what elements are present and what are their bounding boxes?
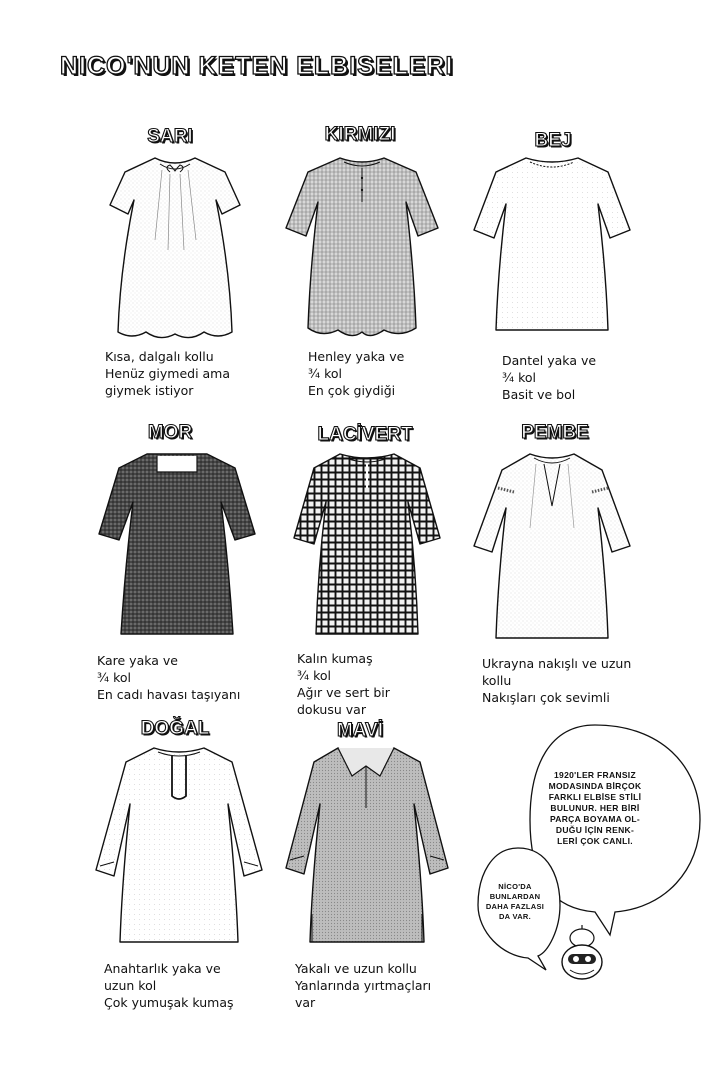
dress-heading-pembe: PEMBE bbox=[521, 422, 589, 443]
dress-caption-sari bbox=[105, 348, 230, 399]
caption-line: uzun kol bbox=[104, 978, 157, 993]
caption-line: Dantel yaka ve bbox=[502, 353, 597, 368]
caption-line: Ağır ve sert bir bbox=[297, 685, 390, 700]
dress-heading-mavi: MAVİ bbox=[336, 720, 384, 741]
dress-illustration-sari bbox=[100, 150, 250, 345]
dress-caption-dogal bbox=[104, 960, 234, 1011]
dress-heading-kirmizi: KIRMIZI bbox=[324, 124, 396, 145]
caption-line: Anahtarlık yaka ve bbox=[104, 961, 221, 976]
bubble-line: DAHA FAZLASI bbox=[485, 902, 545, 911]
caption-line: var bbox=[295, 995, 316, 1010]
caption-line: En cadı havası taşıyanı bbox=[97, 687, 241, 702]
bubble-line: BULUNUR. HER BİRİ bbox=[550, 803, 640, 813]
caption-line: Yanlarında yırtmaçları bbox=[295, 978, 432, 993]
dress-illustration-dogal bbox=[92, 742, 267, 952]
dress-heading-bej: BEJ bbox=[534, 130, 572, 151]
caption-line: Basit ve bol bbox=[502, 387, 576, 402]
caption-line: Kare yaka ve bbox=[97, 653, 178, 668]
nico-avatar-icon bbox=[562, 925, 602, 979]
caption-line: Henüz giymedi ama bbox=[105, 366, 231, 381]
page-title: NICO'NUN KETEN ELBISELERI bbox=[60, 52, 454, 80]
dress-illustration-kirmizi bbox=[280, 150, 445, 345]
dress-illustration-lacivert bbox=[290, 448, 445, 643]
dress-caption-mor bbox=[97, 652, 240, 703]
caption-line: dokusu var bbox=[297, 702, 366, 717]
caption-line: Kısa, dalgalı kollu bbox=[105, 349, 214, 364]
dress-illustration-bej bbox=[470, 150, 635, 345]
dress-caption-kirmizi bbox=[308, 348, 404, 399]
bubble-line: DUĞU İÇİN RENK- bbox=[555, 825, 635, 835]
speech-bubble-large bbox=[534, 770, 656, 847]
dress-caption-pembe bbox=[482, 655, 631, 706]
speech-bubble-small bbox=[482, 882, 548, 922]
caption-line: ¾ kol bbox=[308, 366, 343, 381]
dress-heading-dogal: DOĞAL bbox=[140, 718, 210, 739]
bubble-line: NİCO'DA bbox=[498, 882, 532, 891]
caption-line: kollu bbox=[482, 673, 512, 688]
caption-line: Ukrayna nakışlı ve uzun bbox=[482, 656, 632, 671]
dress-heading-lacivert: LACİVERT bbox=[317, 424, 413, 445]
dress-illustration-pembe bbox=[470, 448, 635, 648]
dress-caption-lacivert bbox=[297, 650, 390, 718]
caption-line: giymek istiyor bbox=[105, 383, 194, 398]
caption-line: ¾ kol bbox=[297, 668, 332, 683]
bubble-line: FARKLI ELBİSE STİLİ bbox=[548, 792, 642, 802]
caption-line: Çok yumuşak kumaş bbox=[104, 995, 234, 1010]
bubble-line: DA VAR. bbox=[498, 912, 532, 921]
caption-line: Henley yaka ve bbox=[308, 349, 405, 364]
caption-line: Nakışları çok sevimli bbox=[482, 690, 610, 705]
dress-heading-sari: SARI bbox=[147, 126, 193, 147]
bubble-line: MODASINDA BİRÇOK bbox=[548, 781, 642, 791]
dress-heading-mor: MOR bbox=[147, 422, 193, 443]
dress-illustration-mor bbox=[95, 448, 260, 643]
caption-line: En çok giydiği bbox=[308, 383, 396, 398]
bubble-line: LERİ ÇOK CANLI. bbox=[557, 836, 633, 846]
dress-illustration-mavi bbox=[282, 742, 452, 952]
caption-line: ¾ kol bbox=[502, 370, 537, 385]
bubble-line: 1920'LER FRANSIZ bbox=[554, 770, 636, 780]
caption-line: Yakalı ve uzun kollu bbox=[295, 961, 417, 976]
caption-line: ¾ kol bbox=[97, 670, 132, 685]
dress-caption-mavi bbox=[295, 960, 431, 1011]
bubble-line: PARÇA BOYAMA OL- bbox=[549, 814, 641, 824]
bubble-line: BUNLARDAN bbox=[489, 892, 541, 901]
caption-line: Kalın kumaş bbox=[297, 651, 373, 666]
dress-caption-bej bbox=[502, 352, 596, 403]
